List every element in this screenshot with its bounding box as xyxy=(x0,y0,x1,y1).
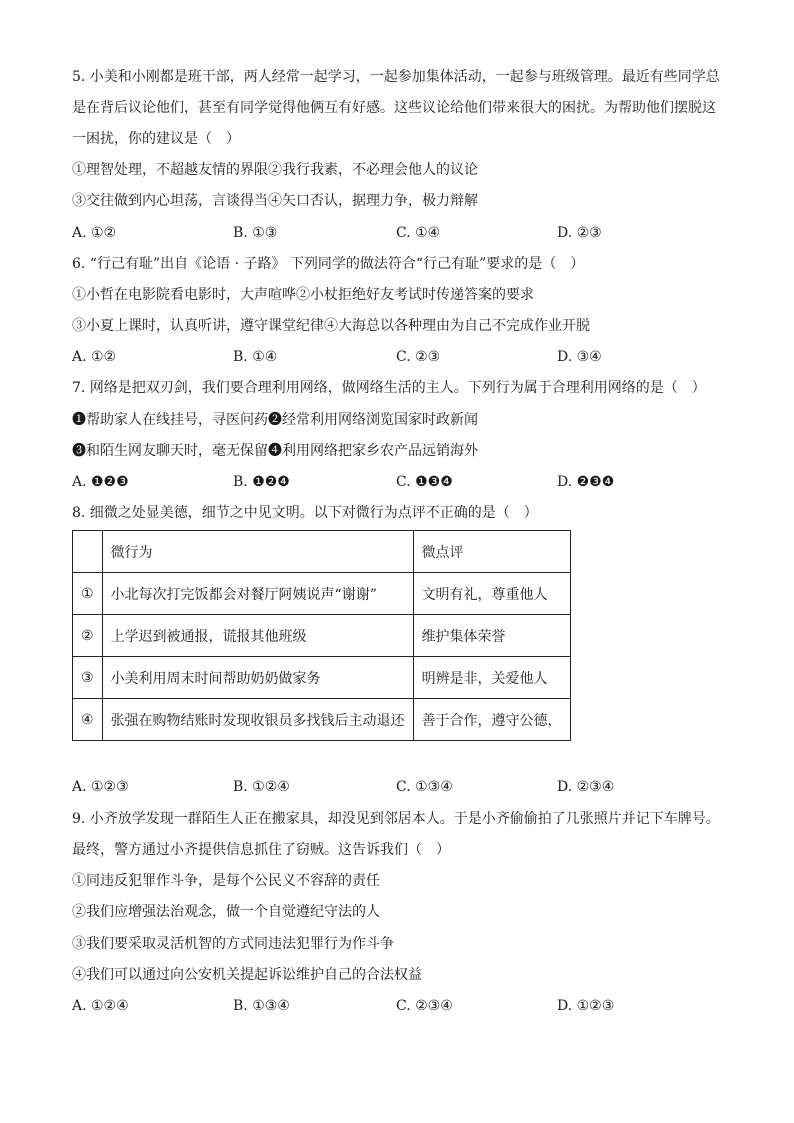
table-cell-index: ③ xyxy=(73,657,103,699)
table-cell-comment: 维护集体荣誉 xyxy=(413,615,570,657)
q9-statement-3: ③我们要采取灵活机智的方式同违法犯罪行为作斗争 xyxy=(72,936,394,952)
q6-option-a[interactable]: A. ①② xyxy=(72,349,117,365)
table-row xyxy=(73,657,571,699)
table-row xyxy=(73,573,571,615)
q5-stem-line-2: 是在背后议论他们，甚至有同学觉得他俩互有好感。这些议论给他们带来很大的困扰。为帮助他们摆脱这 xyxy=(72,100,716,116)
table-row xyxy=(73,615,571,657)
q6-statement-line-2: ③小夏上课时，认真听讲，遵守课堂纪律④大海总以各种理由为自己不完成作业开脱 xyxy=(72,318,590,334)
q8-options xyxy=(72,777,732,797)
table-cell-comment: 文明有礼，尊重他人 xyxy=(413,573,570,615)
q8-option-a[interactable]: A. ①②③ xyxy=(72,779,129,795)
q5-option-b[interactable]: B. ①③ xyxy=(233,225,278,241)
q8-option-c[interactable]: C. ①③④ xyxy=(396,779,453,795)
table-cell-action: 张强在购物结账时发现收银员多找钱后主动退还 xyxy=(102,699,413,741)
q5-stem-line-1: 5. 小美和小刚都是班干部，两人经常一起学习，一起参加集体活动，一起参与班级管理。最近有些同学总 xyxy=(72,69,720,85)
q8-table xyxy=(72,530,571,741)
q9-options xyxy=(72,996,732,1016)
table-cell-action: 小北每次打完饭都会对餐厅阿姨说声“谢谢” xyxy=(102,573,413,615)
table-header-cell-index xyxy=(73,531,103,573)
q9-statement-2: ②我们应增强法治观念，做一个自觉遵纪守法的人 xyxy=(72,904,380,920)
q7-option-b[interactable]: B. ❶❷❹ xyxy=(233,474,290,490)
q6-option-b[interactable]: B. ①④ xyxy=(233,349,278,365)
q5-statement-line-2: ③交往做到内心坦荡，言谈得当④矢口否认，据理力争，极力辩解 xyxy=(72,193,478,209)
table-header-cell-action: 微行为 xyxy=(102,531,413,573)
table-cell-index: ④ xyxy=(73,699,103,741)
q7-option-c[interactable]: C. ❶❸❹ xyxy=(396,474,453,490)
table-cell-action: 小美利用周末时间帮助奶奶做家务 xyxy=(102,657,413,699)
q5-option-a[interactable]: A. ①② xyxy=(72,225,117,241)
table-header-row xyxy=(73,531,571,573)
q8-option-d[interactable]: D. ②③④ xyxy=(557,779,615,795)
q7-stem-line: 7. 网络是把双刃剑，我们要合理利用网络，做网络生活的主人。下列行为属于合理利用网络的是（ ） xyxy=(72,380,706,396)
q9-stem-line-1: 9. 小齐放学发现一群陌生人正在搬家具，却没见到邻居本人。于是小齐偷偷拍了几张照片并记下车牌号。 xyxy=(72,811,720,827)
q5-option-c[interactable]: C. ①④ xyxy=(396,225,441,241)
q9-option-a[interactable]: A. ①②④ xyxy=(72,998,129,1014)
q9-option-b[interactable]: B. ①③④ xyxy=(233,998,290,1014)
q8-option-b[interactable]: B. ①②④ xyxy=(233,779,290,795)
q5-statement-line-1: ①理智处理，不超越友情的界限②我行我素，不必理会他人的议论 xyxy=(72,162,478,178)
table-cell-index: ② xyxy=(73,615,103,657)
q5-options xyxy=(72,223,732,243)
q9-statement-4: ④我们可以通过向公安机关提起诉讼维护自己的合法权益 xyxy=(72,967,422,983)
q7-statement-line-1: ❶帮助家人在线挂号，寻医问药❷经常利用网络浏览国家时政新闻 xyxy=(72,412,478,428)
table-cell-comment: 善于合作，遵守公德， xyxy=(413,699,570,741)
q7-statement-line-2: ❸和陌生网友聊天时，毫无保留❹利用网络把家乡农产品远销海外 xyxy=(72,443,478,459)
table-row xyxy=(73,699,571,741)
q9-stem-line-2: 最终，警方通过小齐提供信息抓住了窃贼。这告诉我们（ ） xyxy=(72,842,450,858)
table-cell-action: 上学迟到被通报，谎报其他班级 xyxy=(102,615,413,657)
q6-statement-line-1: ①小哲在电影院看电影时，大声喧哗②小杖拒绝好友考试时传递答案的要求 xyxy=(72,287,534,303)
table-header-cell-comment: 微点评 xyxy=(413,531,570,573)
q5-stem-line-3: 一困扰，你的建议是（ ） xyxy=(72,131,240,147)
q7-option-a[interactable]: A. ❶❷❸ xyxy=(72,474,129,490)
q7-options xyxy=(72,472,732,492)
q6-options xyxy=(72,347,732,367)
table-cell-comment: 明辨是非，关爱他人 xyxy=(413,657,570,699)
q5-option-d[interactable]: D. ②③ xyxy=(557,225,602,241)
q9-statement-1: ①同违反犯罪作斗争，是每个公民义不容辞的责任 xyxy=(72,873,380,889)
q9-option-d[interactable]: D. ①②③ xyxy=(557,998,615,1014)
q6-option-d[interactable]: D. ③④ xyxy=(557,349,602,365)
q7-option-d[interactable]: D. ❷❸❹ xyxy=(557,474,615,490)
table-cell-index: ① xyxy=(73,573,103,615)
q6-option-c[interactable]: C. ②③ xyxy=(396,349,441,365)
q8-stem-line: 8. 细微之处显美德，细节之中见文明。以下对微行为点评不正确的是（ ） xyxy=(72,505,538,521)
q9-option-c[interactable]: C. ②③④ xyxy=(396,998,453,1014)
q6-stem-line: 6. “行己有耻”出自《论语 · 子路》 下列同学的做法符合“行己有耻”要求的是（ ） xyxy=(72,256,585,272)
